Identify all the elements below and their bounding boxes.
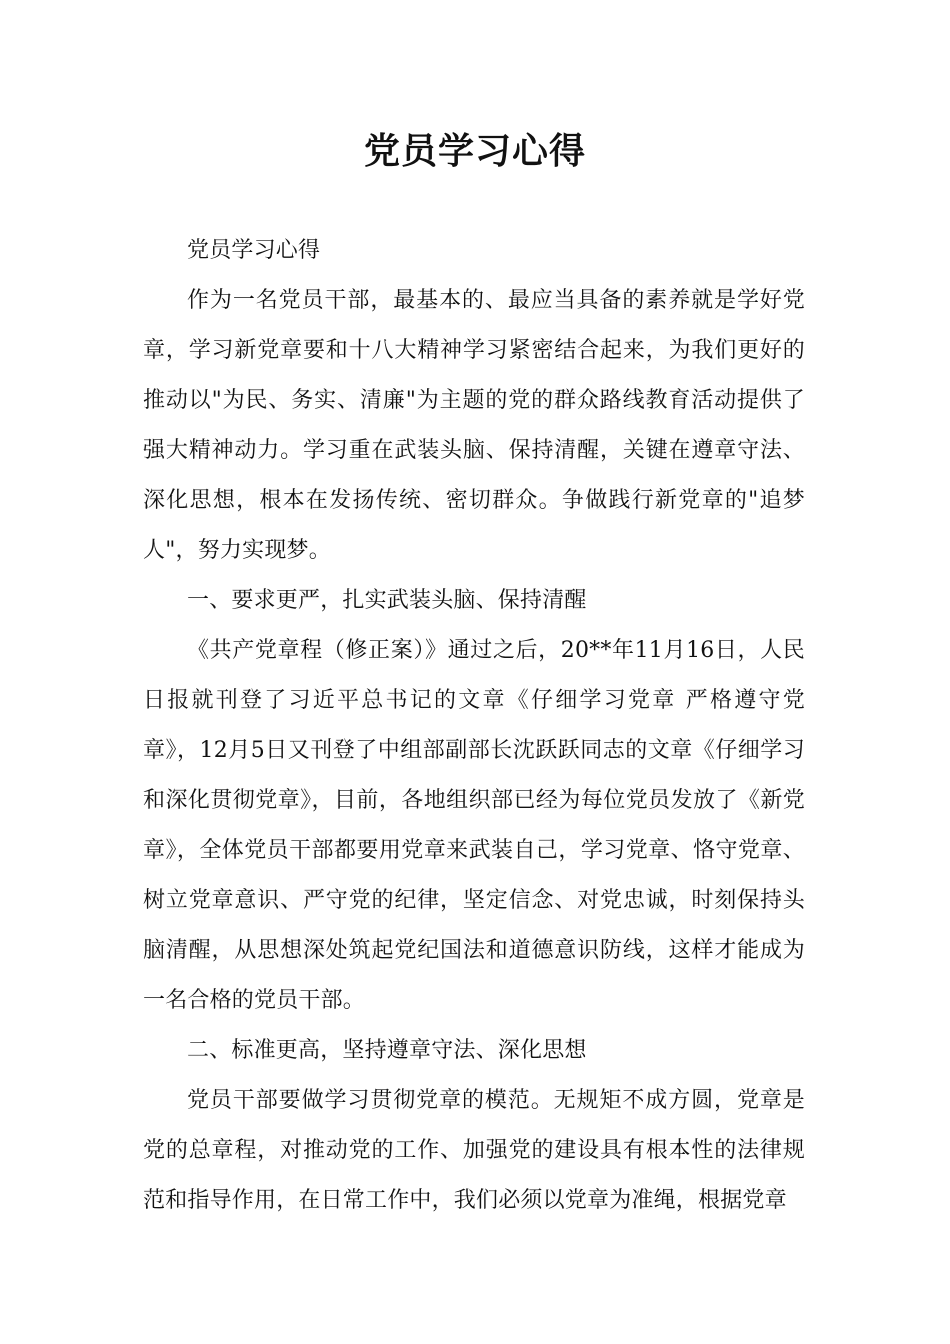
section-heading-1: 一、要求更严，扎实武装头脑、保持清醒	[187, 588, 587, 613]
paragraph-section-2: 党员干部要做学习贯彻党章的模范。无规矩不成方圆，党章是党的总章程，对推动党的工作、加强党的建设具有根本性的法律规范和指导作用，在日常工作中，我们必须以党章为准绳，根据党章	[143, 1088, 805, 1213]
paragraph-section-1: 《共产党章程（修正案）》通过之后，20**年11月16日，人民日报就刊登了习近平总书记的文章《仔细学习党章 严格遵守党章》，12月5日又刊登了中组部副部长沈跃跃同志的文章《仔细学习和深化贯彻党章》，目前，各地组织部已经为每位党员发放了《新党章》，全体党员干部都要用党章来武装自己，学习党章、恪守党章、树立党章意识、严守党的纪律，坚定信念、对党忠诚，时刻保持头脑清醒，从思想深处筑起党纪国法和道德意识防线，这样才能成为一名合格的党员干部。	[143, 638, 805, 1013]
section-heading-2: 二、标准更高，坚持遵章守法、深化思想	[187, 1038, 587, 1063]
document-body	[143, 226, 805, 1226]
paragraph-subtitle: 党员学习心得	[187, 238, 321, 263]
document-title: 党员学习心得	[363, 131, 586, 172]
paragraph-intro: 作为一名党员干部，最基本的、最应当具备的素养就是学好党章，学习新党章要和十八大精神学习紧密结合起来，为我们更好的推动以"为民、务实、清廉"为主题的党的群众路线教育活动提供了强大精神动力。学习重在武装头脑、保持清醒，关键在遵章守法、深化思想，根本在发扬传统、密切群众。争做践行新党章的"追梦人"，努力实现梦。	[143, 288, 805, 563]
